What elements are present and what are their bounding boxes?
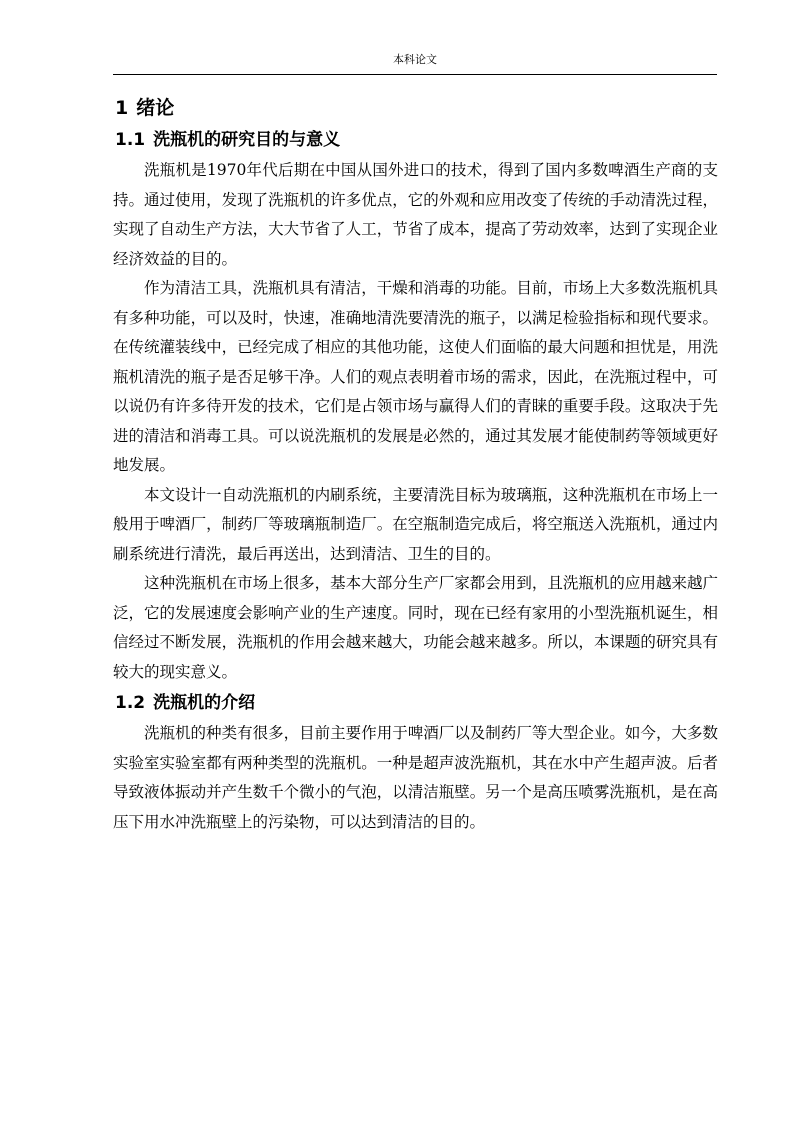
page-body bbox=[113, 92, 718, 837]
section-heading bbox=[113, 124, 718, 156]
body-paragraph: 作为清洁工具，洗瓶机具有清洁，干燥和消毒的功能。目前，市场上大多数洗瓶机具有多种功能，可以及时，快速，准确地清洗要清洗的瓶子，以满足检验指标和现代要求。在传统灌装线中，已经完成了相应的其他功能，这使人们面临的最大问题和担忧是，用洗瓶机清洗的瓶子是否足够干净。人们的观点表明着市场的需求，因此，在洗瓶过程中，可以说仍有许多待开发的技术，它们是占领市场与赢得人们的青睐的重要手段。这取决于先进的清洁和消毒工具。可以说洗瓶机的发展是必然的，通过其发展才能使制药等领域更好地发展。 bbox=[113, 279, 718, 474]
section-number: 1.1 bbox=[115, 130, 146, 150]
section-title: 洗瓶机的研究目的与意义 bbox=[153, 130, 341, 150]
body-paragraph: 本文设计一自动洗瓶机的内刷系统，主要清洗目标为玻璃瓶，这种洗瓶机在市场上一般用于啤酒厂，制药厂等玻璃瓶制造厂。在空瓶制造完成后，将空瓶送入洗瓶机，通过内刷系统进行清洗，最后再送出，达到清洁、卫生的目的。 bbox=[113, 485, 718, 563]
chapter-title: 绪论 bbox=[136, 97, 175, 119]
running-header: 本科论文 bbox=[113, 52, 717, 75]
chapter-number: 1 bbox=[115, 97, 129, 119]
body-paragraph: 洗瓶机的种类有很多，目前主要作用于啤酒厂以及制药厂等大型企业。如今，大多数实验室实验室都有两种类型的洗瓶机。一种是超声波洗瓶机，其在水中产生超声波。后者导致液体振动并产生数千个微小的气泡，以清洁瓶壁。另一个是高压喷雾洗瓶机，是在高压下用水冲洗瓶壁上的污染物，可以达到清洁的目的。 bbox=[113, 724, 718, 831]
body-paragraph: 洗瓶机是1970年代后期在中国从国外进口的技术，得到了国内多数啤酒生产商的支持。通过使用，发现了洗瓶机的许多优点，它的外观和应用改变了传统的手动清洗过程，实现了自动生产方法，大大节省了人工，节省了成本，提高了劳动效率，达到了实现企业经济效益的目的。 bbox=[113, 161, 718, 268]
body-paragraph: 这种洗瓶机在市场上很多，基本大部分生产厂家都会用到，且洗瓶机的应用越来越广泛，它的发展速度会影响产业的生产速度。同时，现在已经有家用的小型洗瓶机诞生，相信经过不断发展，洗瓶机的作用会越来越大，功能会越来越多。所以，本课题的研究具有较大的现实意义。 bbox=[113, 574, 718, 681]
chapter-heading bbox=[113, 92, 718, 124]
section-heading bbox=[113, 687, 718, 719]
section-title: 洗瓶机的介绍 bbox=[153, 693, 256, 713]
section-number: 1.2 bbox=[115, 693, 146, 713]
